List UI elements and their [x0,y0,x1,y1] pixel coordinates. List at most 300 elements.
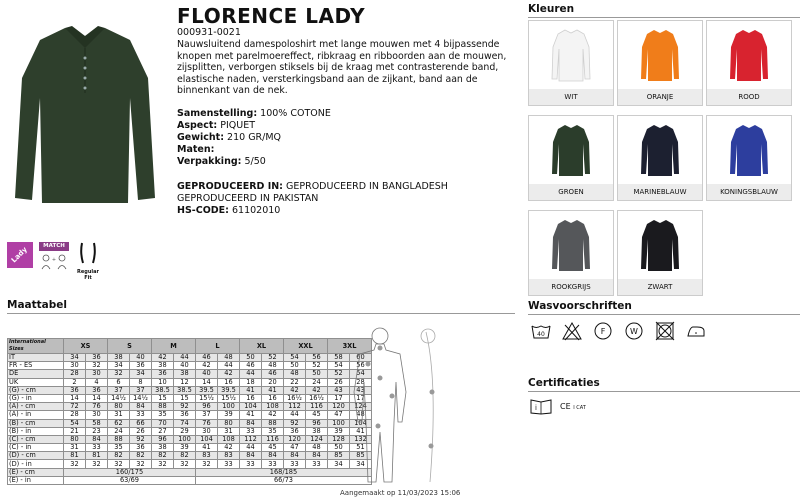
table-cell: 32 [108,370,130,378]
table-cell: 22 [284,378,306,386]
size-table-header: Maattabel [7,299,515,314]
row-label: (A) - in [8,411,64,419]
table-cell: 41 [262,386,284,394]
row-label: DE [8,370,64,378]
table-cell: 96 [152,435,174,443]
table-cell: 82 [174,452,196,460]
table-cell: 32 [130,460,152,468]
shirt-icon [551,122,591,178]
table-cell: 39.5 [218,386,240,394]
table-cell: 60 [350,354,372,362]
table-cell: 62 [108,419,130,427]
table-cell: 92 [130,435,152,443]
table-cell: 42 [306,386,328,394]
table-cell: 160/175 [64,468,196,476]
table-cell: 33 [218,460,240,468]
table-cell: 42 [262,411,284,419]
table-cell: 66 [130,419,152,427]
body-measurement-diagram [348,322,458,492]
table-cell: 28 [64,370,86,378]
spec-sizes: Maten: [177,144,215,155]
table-cell: 104 [196,435,218,443]
shirt-thumbnail [618,211,702,279]
shirt-thumbnail [707,21,791,89]
size-column-header: XS [64,339,108,354]
table-cell: 32 [196,460,218,468]
table-cell: 48 [350,411,372,419]
table-cell: 80 [64,435,86,443]
table-cell: 47 [328,411,350,419]
color-name: ROOD [707,89,791,105]
table-cell: 56 [350,362,372,370]
table-cell: 38 [306,427,328,435]
shirt-icon [640,122,680,178]
row-label: (C) - in [8,444,64,452]
table-cell: 37 [108,386,130,394]
table-cell: 54 [328,362,350,370]
table-cell: 30 [86,370,108,378]
table-cell: 48 [306,444,328,452]
table-cell: 38 [108,354,130,362]
table-cell: 58 [86,419,108,427]
table-cell: 112 [240,435,262,443]
table-cell: 41 [240,386,262,394]
color-name: KONINGSBLAUW [707,184,791,200]
table-cell: 36 [86,386,108,394]
color-swatch[interactable] [528,210,614,296]
color-name: ORANJE [618,89,702,105]
colors-header: Kleuren [528,3,800,18]
table-cell: 36 [130,362,152,370]
table-cell: 14½ [130,394,152,402]
table-cell: 52 [328,370,350,378]
table-cell: 34 [130,370,152,378]
lady-badge: Lady [7,242,33,268]
row-label: (G) - in [8,394,64,402]
table-cell: 58 [328,354,350,362]
table-cell: 23 [86,427,108,435]
spec-packaging: Verpakking: 5/50 [177,156,266,167]
table-cell: 50 [284,362,306,370]
table-cell: 16½ [306,394,328,402]
table-cell: 72 [64,403,86,411]
table-cell: 44 [240,370,262,378]
table-cell: 14 [196,378,218,386]
table-cell: 74 [174,419,196,427]
product-description: Nauwsluitend damespoloshirt met lange mouwen met 4 bijpassende knopen met parelmoereffect, ribkraag en ribboorden aan de mouwen, zijsplitten, verborgen stiksels bij de kraag met contrasterende band, elastische naden, versterkingsband aan de zijkant, band aan de binnenkant van de nek. [177,39,507,97]
match-badge: MATCH + [39,242,69,274]
shirt-icon [640,27,680,83]
table-cell: 63/69 [64,476,196,484]
table-cell: 15½ [218,394,240,402]
table-cell: 82 [108,452,130,460]
table-cell: 100 [174,435,196,443]
shirt-icon [551,217,591,273]
row-label: IT [8,354,64,362]
table-cell: 34 [328,460,350,468]
table-cell: 81 [86,452,108,460]
table-cell: 36 [64,386,86,394]
table-cell: 84 [240,419,262,427]
table-cell: 46 [240,362,262,370]
table-cell: 70 [152,419,174,427]
table-cell: 54 [284,354,306,362]
table-cell: 14½ [108,394,130,402]
table-cell: 42 [218,370,240,378]
table-cell: 100 [218,403,240,411]
table-cell: 85 [328,452,350,460]
table-cell: 54 [64,419,86,427]
product-title: FLORENCE LADY [177,4,366,28]
row-label: (A) - cm [8,403,64,411]
corner-label: International Sizes [8,339,64,354]
table-row [8,411,372,419]
table-cell: 24 [108,427,130,435]
table-cell: 41 [240,411,262,419]
table-cell: 33 [306,460,328,468]
table-cell: 14 [64,394,86,402]
color-name: WIT [529,89,613,105]
table-cell: 48 [262,362,284,370]
svg-text:F: F [600,327,606,336]
no-tumble-dry-icon [654,320,676,342]
table-cell: 29 [174,427,196,435]
size-header-row [8,339,372,354]
table-cell: 32 [108,460,130,468]
table-cell: 132 [350,435,372,443]
color-name: ROOKGRIJS [529,279,613,295]
table-cell: 6 [108,378,130,386]
table-cell: 2 [64,378,86,386]
table-cell: 26 [328,378,350,386]
table-cell: 85 [350,452,372,460]
table-cell: 120 [328,403,350,411]
row-label: (G) - cm [8,386,64,394]
no-bleach-icon [561,320,583,342]
table-cell: 44 [174,354,196,362]
table-cell: 81 [64,452,86,460]
table-cell: 35 [108,444,130,452]
table-cell: 4 [86,378,108,386]
table-cell: 38.5 [174,386,196,394]
table-cell: 84 [130,403,152,411]
table-cell: 39.5 [196,386,218,394]
table-row [8,476,372,484]
table-cell: 51 [350,444,372,452]
table-cell: 31 [108,411,130,419]
size-table [7,338,372,485]
color-swatch[interactable] [617,210,703,296]
table-cell: 41 [350,427,372,435]
table-cell: 92 [284,419,306,427]
table-cell: 39 [328,427,350,435]
table-cell: 48 [218,354,240,362]
certificate-icons [530,397,586,415]
table-cell: 84 [262,452,284,460]
table-cell: 88 [152,403,174,411]
table-cell: 8 [130,378,152,386]
table-cell: 80 [218,419,240,427]
match-figures-icon [39,251,69,273]
table-row [8,419,372,427]
table-cell: 47 [284,444,306,452]
table-cell: 35 [152,411,174,419]
table-cell: 76 [86,403,108,411]
table-cell: 36 [152,370,174,378]
table-cell: 17 [350,394,372,402]
svg-text:i: i [535,404,537,412]
table-cell: 44 [240,444,262,452]
color-name: MARINEBLAUW [618,184,702,200]
table-cell: 28 [350,378,372,386]
table-cell: 124 [350,403,372,411]
table-cell: 112 [284,403,306,411]
table-cell: 36 [284,427,306,435]
table-row [8,468,372,476]
size-column-header: XL [240,339,284,354]
table-cell: 20 [262,378,284,386]
shirt-icon [551,27,591,83]
svg-text:40: 40 [537,331,545,338]
table-cell: 42 [196,362,218,370]
color-swatch[interactable] [528,20,614,106]
table-cell: 33 [86,444,108,452]
table-cell: 34 [350,460,372,468]
table-cell: 88 [262,419,284,427]
table-cell: 15 [174,394,196,402]
table-cell: 88 [108,435,130,443]
table-cell: 43 [350,386,372,394]
color-swatch[interactable] [617,20,703,106]
table-cell: 40 [174,362,196,370]
row-label: (C) - cm [8,435,64,443]
row-label: (D) - in [8,460,64,468]
table-cell: 120 [284,435,306,443]
color-name: GROEN [529,184,613,200]
table-cell: 124 [306,435,328,443]
table-cell: 84 [306,452,328,460]
size-column-header: S [108,339,152,354]
row-label: (D) - cm [8,452,64,460]
shirt-thumbnail [529,116,613,184]
table-cell: 14 [86,394,108,402]
table-cell: 32 [152,460,174,468]
dry-clean-f-icon [592,320,614,342]
table-cell: 32 [86,362,108,370]
table-cell: 16 [218,378,240,386]
table-cell: 108 [262,403,284,411]
table-cell: 31 [64,444,86,452]
table-cell: 26 [130,427,152,435]
table-cell: 76 [196,419,218,427]
table-cell: 40 [130,354,152,362]
wet-clean-w-icon [623,320,645,342]
spec-weight: Gewicht: 210 GR/MQ [177,132,282,143]
table-cell: 52 [306,362,328,370]
shirt-icon [729,122,769,178]
table-cell: 128 [328,435,350,443]
table-cell: 33 [130,411,152,419]
table-cell: 92 [174,403,196,411]
size-column-header: 3XL [328,339,372,354]
shirt-thumbnail [618,116,702,184]
table-cell: 50 [306,370,328,378]
table-cell: 36 [174,411,196,419]
table-cell: 30 [64,362,86,370]
row-label: (E) - in [8,476,64,484]
table-cell: 30 [86,411,108,419]
wash-40-icon [530,320,552,342]
table-cell: 38.5 [152,386,174,394]
table-cell: 33 [262,460,284,468]
table-cell: 42 [218,444,240,452]
table-cell: 46 [262,370,284,378]
table-cell: 104 [240,403,262,411]
table-cell: 83 [196,452,218,460]
table-cell: 39 [218,411,240,419]
production-info: GEPRODUCEERD IN: GEPRODUCEERD IN BANGLADESH GEPRODUCEERD IN PAKISTAN HS-CODE: 61102010 [177,181,448,216]
table-cell: 36 [86,354,108,362]
table-cell: 48 [284,370,306,378]
table-cell: 56 [306,354,328,362]
table-cell: 38 [152,444,174,452]
table-cell: 168/185 [196,468,372,476]
shirt-icon [640,217,680,273]
table-cell: 27 [152,427,174,435]
color-swatch[interactable] [706,115,792,201]
table-cell: 44 [284,411,306,419]
size-column-header: XXL [284,339,328,354]
footer-timestamp: Aangemaakt op 11/03/2023 15:06 [340,489,461,497]
shirt-thumbnail [707,116,791,184]
size-table-wrap [7,338,372,485]
size-column-header: L [196,339,240,354]
shirt-icon [729,27,769,83]
table-cell: 44 [218,362,240,370]
table-cell: 108 [218,435,240,443]
size-column-header: M [152,339,196,354]
table-cell: 36 [130,444,152,452]
row-label: FR - ES [8,362,64,370]
table-cell: 50 [240,354,262,362]
shirt-thumbnail [529,21,613,89]
color-name: ZWART [618,279,702,295]
table-cell: 32 [174,460,196,468]
color-swatch[interactable] [706,20,792,106]
table-cell: 84 [284,452,306,460]
table-cell: 52 [262,354,284,362]
table-cell: 116 [262,435,284,443]
shirt-thumbnail [618,21,702,89]
row-label: UK [8,378,64,386]
table-cell: 41 [196,444,218,452]
iron-icon [685,320,707,342]
color-swatch[interactable] [617,115,703,201]
table-cell: 104 [350,419,372,427]
table-cell: 35 [262,427,284,435]
table-cell: 16 [240,394,262,402]
table-cell: 31 [218,427,240,435]
table-cell: 39 [174,444,196,452]
table-cell: 96 [196,403,218,411]
table-cell: 84 [240,452,262,460]
table-cell: 16½ [284,394,306,402]
info-book-icon [530,397,552,415]
table-row [8,460,372,468]
table-cell: 12 [174,378,196,386]
table-cell: 15 [152,394,174,402]
table-cell: 24 [306,378,328,386]
table-cell: 66/73 [196,476,372,484]
svg-text:W: W [630,327,638,336]
table-cell: 116 [306,403,328,411]
spec-list [177,108,331,168]
table-cell: 96 [306,419,328,427]
care-icons [530,320,707,342]
table-cell: 45 [262,444,284,452]
table-cell: 100 [328,419,350,427]
table-cell: 80 [108,403,130,411]
table-cell: 45 [306,411,328,419]
table-cell: 40 [196,370,218,378]
svg-text:+: + [51,257,57,263]
table-row [8,452,372,460]
row-label: (E) - cm [8,468,64,476]
table-cell: 82 [152,452,174,460]
table-cell: 17 [328,394,350,402]
color-swatch[interactable] [528,115,614,201]
table-cell: 15½ [196,394,218,402]
spec-composition: Samenstelling: 100% COTONE [177,108,331,119]
table-cell: 84 [86,435,108,443]
table-cell: 34 [108,362,130,370]
row-label: (B) - cm [8,419,64,427]
fit-silhouette-icon [75,242,101,264]
table-cell: 10 [152,378,174,386]
table-cell: 38 [152,362,174,370]
table-cell: 33 [284,460,306,468]
table-cell: 28 [64,411,86,419]
table-cell: 37 [196,411,218,419]
table-cell: 16 [262,394,284,402]
product-photo [10,18,160,208]
badges [7,242,101,281]
table-row [8,370,372,378]
table-cell: 38 [174,370,196,378]
row-label: (B) - in [8,427,64,435]
certificates-header: Certificaties [528,377,800,392]
regular-fit-badge: Regular Fit [75,242,101,274]
table-cell: 21 [64,427,86,435]
table-cell: 32 [64,460,86,468]
spec-aspect: Aspect: PIQUET [177,120,256,131]
table-cell: 33 [240,460,262,468]
table-cell: 18 [240,378,262,386]
product-code: 000931-0021 [177,27,241,38]
table-cell: 50 [328,444,350,452]
table-cell: 37 [130,386,152,394]
care-header: Wasvoorschriften [528,300,800,315]
table-cell: 30 [196,427,218,435]
table-cell: 33 [240,427,262,435]
table-cell: 34 [64,354,86,362]
table-cell: 83 [218,452,240,460]
table-cell: 54 [350,370,372,378]
table-cell: 42 [152,354,174,362]
table-cell: 82 [130,452,152,460]
table-cell: 32 [86,460,108,468]
table-cell: 42 [284,386,306,394]
